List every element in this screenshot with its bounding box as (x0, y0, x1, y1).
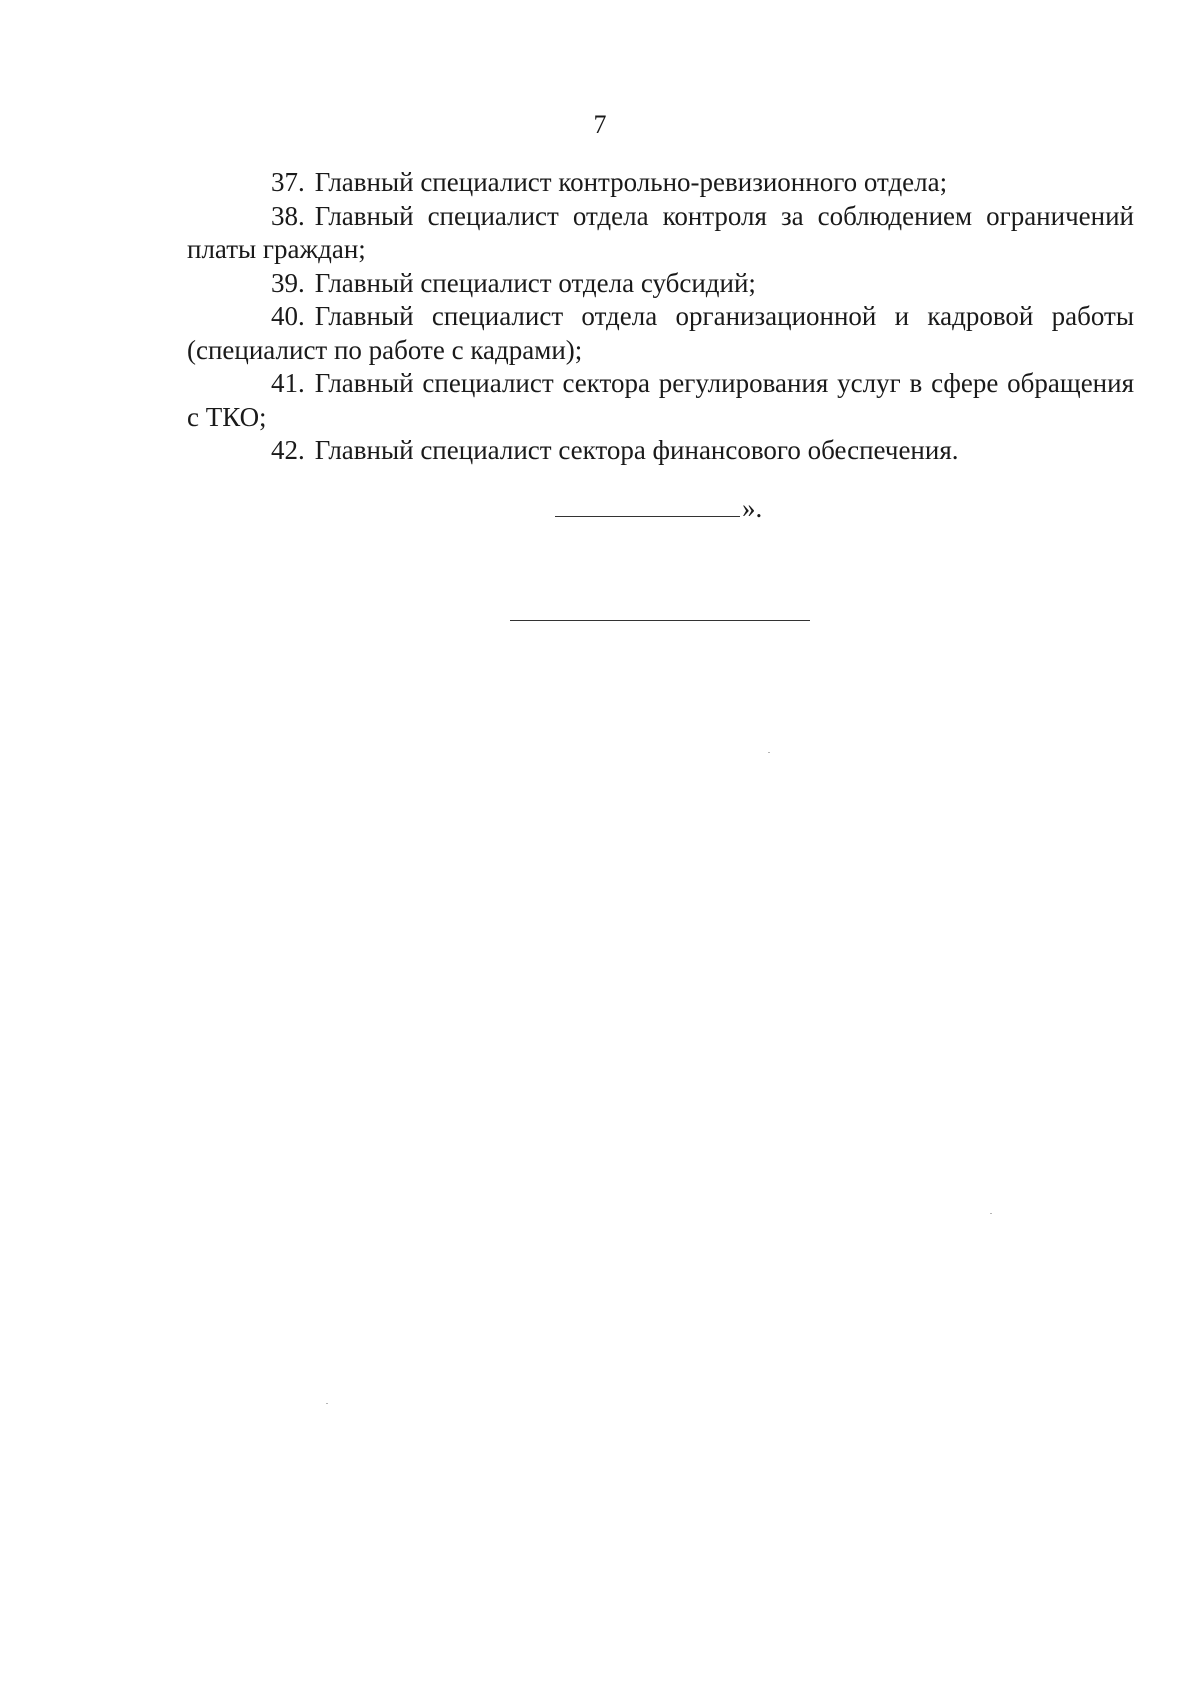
list-item (187, 300, 1134, 367)
item-number: 40. (271, 301, 305, 331)
item-number: 42. (271, 435, 305, 465)
item-number: 37. (271, 167, 305, 197)
item-number: 38. (271, 200, 305, 231)
list-item (187, 434, 1134, 468)
page-number: 7 (593, 110, 607, 139)
item-text: Главный специалист отдела субсидий; (314, 267, 756, 298)
item-number: 39. (271, 267, 305, 298)
item-text: Главный специалист сектора регулирования услуг в сфере обращения с ТКО; (187, 368, 1134, 432)
item-text: Главный специалист отдела контроля за соблюдением ограничений платы граждан; (187, 200, 1134, 264)
blank-underline (555, 494, 740, 517)
list-item (187, 166, 1134, 200)
position-list (187, 166, 1134, 468)
scan-speck (326, 1403, 328, 1404)
item-text: Главный специалист отдела организационной и кадровой работы (специалист по работе с кадрами); (187, 301, 1134, 365)
closing-line (555, 492, 762, 525)
scan-speck (990, 1213, 992, 1214)
end-divider (510, 620, 810, 621)
item-number: 41. (271, 368, 305, 398)
list-item (187, 200, 1134, 267)
list-item (187, 267, 1134, 301)
scan-speck (768, 752, 770, 753)
item-text: Главный специалист сектора финансового обеспечения. (314, 435, 959, 465)
closing-quote: ». (742, 493, 763, 523)
item-text: Главный специалист контрольно-ревизионного отдела; (314, 167, 948, 197)
list-item (187, 367, 1134, 434)
